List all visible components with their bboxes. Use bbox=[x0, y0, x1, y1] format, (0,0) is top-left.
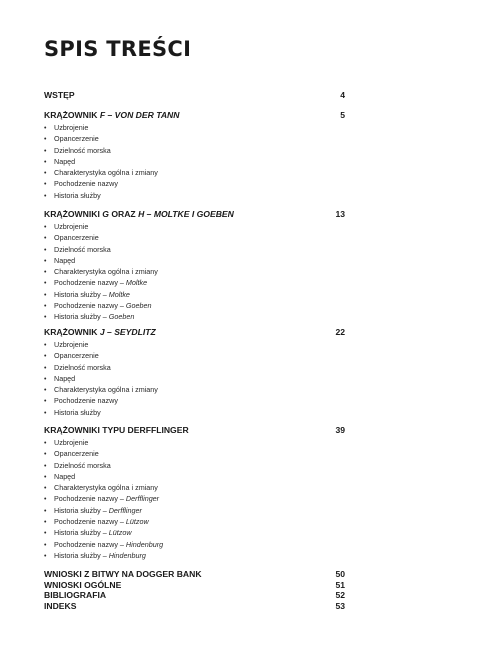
bullet-icon: • bbox=[44, 409, 47, 417]
bullet-icon: • bbox=[44, 451, 47, 459]
toc-heading-part: J – SEYDLITZ bbox=[99, 327, 156, 337]
toc-subitem-ship: Goeben bbox=[125, 301, 152, 311]
toc-subitem-ship: Goeben bbox=[108, 312, 135, 322]
toc-page-number: 39 bbox=[335, 425, 345, 435]
toc-heading-text bbox=[44, 326, 156, 338]
toc-subitem-ship: Hindenburg bbox=[108, 550, 146, 560]
toc-heading[interactable] bbox=[44, 109, 345, 121]
toc-heading[interactable] bbox=[44, 569, 345, 580]
toc-section-seydlitz bbox=[44, 326, 345, 418]
toc-subitem-text: Charakterystyka ogólna i zmiany bbox=[54, 168, 158, 178]
toc-subitem[interactable] bbox=[44, 190, 345, 201]
bullet-icon: • bbox=[44, 246, 47, 254]
bullet-icon: • bbox=[44, 485, 47, 493]
toc-subitem[interactable] bbox=[44, 122, 345, 133]
bullet-icon: • bbox=[44, 125, 47, 132]
toc-heading-part: KRĄŻOWNIK bbox=[44, 327, 100, 337]
toc-subitems bbox=[44, 339, 345, 418]
toc-subitem[interactable] bbox=[44, 407, 345, 418]
bullet-icon: • bbox=[44, 530, 47, 538]
toc-subitem-text: Uzbrojenie bbox=[54, 340, 89, 349]
toc-heading-part: F – VON DER TANN bbox=[99, 110, 180, 120]
toc-subitem[interactable] bbox=[44, 339, 345, 350]
toc-section-wstep bbox=[44, 89, 345, 101]
bullet-icon: • bbox=[44, 462, 47, 470]
bullet-icon: • bbox=[44, 519, 47, 527]
toc-subitem[interactable] bbox=[44, 266, 345, 277]
toc-subitem-text: Historia służby – bbox=[54, 289, 109, 299]
bullet-icon: • bbox=[44, 496, 47, 504]
toc-heading-text: BIBLIOGRAFIA bbox=[44, 590, 107, 600]
toc-heading-part: KRĄŻOWNIKI TYPU DERFFLINGER bbox=[44, 425, 189, 435]
toc-subitem[interactable] bbox=[44, 373, 345, 384]
toc-subitem-text: Historia służby bbox=[54, 407, 101, 417]
toc-subitem-text: Pochodzenie nazwy – bbox=[54, 539, 126, 549]
toc-heading-text: INDEKS bbox=[44, 600, 77, 611]
toc-heading-part: KRĄŻOWNIKI bbox=[44, 209, 103, 219]
toc-subitem-text: Opancerzenie bbox=[54, 351, 99, 361]
toc-heading-text bbox=[44, 424, 189, 436]
toc-subitem-text: Pochodzenie nazwy – bbox=[54, 517, 126, 527]
bullet-icon: • bbox=[44, 387, 47, 395]
toc-subitem[interactable] bbox=[44, 156, 345, 167]
toc-subitem[interactable] bbox=[44, 145, 345, 156]
bullet-icon: • bbox=[44, 269, 47, 277]
bullet-icon: • bbox=[44, 314, 47, 322]
toc-subitem-ship: Moltke bbox=[125, 278, 148, 288]
toc-heading[interactable] bbox=[44, 208, 345, 220]
toc-subitem-text: Dzielność morska bbox=[54, 145, 111, 155]
toc-heading[interactable] bbox=[44, 424, 345, 436]
toc-tail-list bbox=[44, 569, 345, 611]
toc-heading-part: KRĄŻOWNIK bbox=[44, 110, 100, 120]
bullet-icon: • bbox=[44, 257, 47, 265]
toc-subitem-text: Charakterystyka ogólna i zmiany bbox=[54, 267, 158, 277]
bullet-icon: • bbox=[44, 147, 47, 155]
bullet-icon: • bbox=[44, 552, 47, 560]
toc-subitem-text: Napęd bbox=[54, 156, 76, 166]
toc-subitem-text: Uzbrojenie bbox=[54, 123, 89, 132]
toc-subitem-text: Napęd bbox=[54, 373, 76, 383]
toc-subitem-text: Historia służby – bbox=[54, 312, 109, 322]
toc-subitem-ship: Derfflinger bbox=[125, 494, 160, 504]
toc-subitem[interactable] bbox=[44, 384, 345, 395]
toc-subitem-text: Dzielność morska bbox=[54, 244, 111, 254]
bullet-icon: • bbox=[44, 192, 47, 200]
bullet-icon: • bbox=[44, 181, 47, 189]
bullet-icon: • bbox=[44, 158, 47, 166]
toc-subitem-text: Opancerzenie bbox=[54, 233, 99, 243]
toc-subitem-text: Pochodzenie nazwy – bbox=[54, 494, 126, 504]
bullet-icon: • bbox=[44, 235, 47, 243]
toc-subitem[interactable] bbox=[44, 362, 345, 373]
toc-subitem[interactable] bbox=[44, 460, 345, 471]
bullet-icon: • bbox=[44, 136, 47, 144]
bullet-icon: • bbox=[44, 342, 47, 349]
bullet-icon: • bbox=[44, 353, 47, 361]
bullet-icon: • bbox=[44, 473, 47, 481]
toc-page-number: 22 bbox=[335, 327, 345, 337]
toc-heading-text: WNIOSKI Z BITWY NA DOGGER BANK bbox=[44, 569, 202, 579]
toc-page-number: 13 bbox=[335, 209, 345, 219]
toc-subitem-text: Historia służby bbox=[54, 190, 101, 200]
toc-subitems bbox=[44, 122, 345, 201]
toc-subitem-text: Napęd bbox=[54, 255, 76, 265]
toc-subitem[interactable] bbox=[44, 221, 345, 232]
toc-subitem[interactable] bbox=[44, 289, 345, 300]
toc-section-moltke-goeben bbox=[44, 208, 345, 323]
toc-heading-text bbox=[44, 109, 179, 121]
toc-subitems bbox=[44, 437, 345, 561]
toc-section-derfflinger bbox=[44, 424, 345, 561]
bullet-icon: • bbox=[44, 440, 47, 447]
toc-subitem-text: Pochodzenie nazwy – bbox=[54, 278, 126, 288]
bullet-icon: • bbox=[44, 303, 47, 311]
toc-subitem-text: Opancerzenie bbox=[54, 449, 99, 459]
toc-subitem[interactable] bbox=[44, 437, 345, 448]
bullet-icon: • bbox=[44, 507, 47, 515]
toc-heading[interactable] bbox=[44, 601, 345, 612]
bullet-icon: • bbox=[44, 541, 47, 549]
toc-subitem-ship: Derfflinger bbox=[108, 505, 142, 515]
toc-page-number: 51 bbox=[335, 579, 345, 590]
toc-heading-part: ORAZ bbox=[108, 209, 139, 219]
toc-heading-part: H – MOLTKE I GOEBEN bbox=[138, 209, 234, 219]
bullet-icon: • bbox=[44, 224, 47, 231]
toc-subitem[interactable] bbox=[44, 539, 345, 550]
toc-heading-text: WNIOSKI OGÓLNE bbox=[44, 579, 122, 590]
toc-subitem-text: Opancerzenie bbox=[54, 134, 99, 144]
toc-subitem[interactable] bbox=[44, 277, 345, 288]
page-title: SPIS TREŚCI bbox=[44, 37, 192, 61]
toc-heading[interactable] bbox=[44, 326, 345, 338]
toc-subitem[interactable] bbox=[44, 395, 345, 406]
toc-subitem[interactable] bbox=[44, 244, 345, 255]
toc-subitem-text: Dzielność morska bbox=[54, 362, 111, 372]
toc-subitem[interactable] bbox=[44, 527, 345, 538]
toc-heading[interactable] bbox=[44, 590, 345, 601]
toc-page-number: 5 bbox=[340, 110, 345, 120]
bullet-icon: • bbox=[44, 280, 47, 288]
toc-page-number: 52 bbox=[335, 590, 345, 600]
toc-subitem-text: Charakterystyka ogólna i zmiany bbox=[54, 385, 158, 395]
toc-subitem-text: Dzielność morska bbox=[54, 460, 111, 470]
toc-subitem[interactable] bbox=[44, 550, 345, 561]
toc-subitem-text: Pochodzenie nazwy bbox=[54, 179, 118, 189]
toc-subitem[interactable] bbox=[44, 505, 345, 516]
toc-page-number: 4 bbox=[340, 90, 345, 100]
toc-subitems bbox=[44, 221, 345, 323]
toc-subitem[interactable] bbox=[44, 167, 345, 178]
toc-subitem[interactable] bbox=[44, 471, 345, 482]
bullet-icon: • bbox=[44, 375, 47, 383]
toc-subitem[interactable] bbox=[44, 311, 345, 322]
toc-subitem-text: Historia służby – bbox=[54, 550, 109, 560]
toc-subitem-ship: Lützow bbox=[125, 517, 149, 527]
toc-subitem[interactable] bbox=[44, 493, 345, 504]
toc-subitem-text: Historia służby – bbox=[54, 505, 109, 515]
toc-subitem-text: Pochodzenie nazwy – bbox=[54, 301, 126, 311]
toc-subitem[interactable] bbox=[44, 516, 345, 527]
toc-page-number: 53 bbox=[335, 600, 345, 611]
bullet-icon: • bbox=[44, 364, 47, 372]
toc-heading-text: WSTĘP bbox=[44, 90, 75, 100]
toc-subitem[interactable] bbox=[44, 178, 345, 189]
toc-subitem[interactable] bbox=[44, 255, 345, 266]
toc-subitem[interactable] bbox=[44, 232, 345, 243]
bullet-icon: • bbox=[44, 170, 47, 178]
toc-subitem-text: Uzbrojenie bbox=[54, 438, 89, 447]
toc-subitem[interactable] bbox=[44, 133, 345, 144]
toc-heading-part: G bbox=[102, 209, 109, 219]
bullet-icon: • bbox=[44, 398, 47, 406]
toc-heading[interactable] bbox=[44, 580, 345, 591]
toc-section-von-der-tann bbox=[44, 109, 345, 201]
toc-subitem-text: Uzbrojenie bbox=[54, 222, 89, 231]
toc-subitem[interactable] bbox=[44, 350, 345, 361]
toc-subitem[interactable] bbox=[44, 482, 345, 493]
toc-subitem-text: Historia służby – bbox=[54, 528, 109, 538]
toc-heading[interactable] bbox=[44, 89, 345, 101]
toc-subitem-ship: Lützow bbox=[108, 528, 132, 538]
bullet-icon: • bbox=[44, 291, 47, 299]
toc-subitem[interactable] bbox=[44, 300, 345, 311]
toc-page-number: 50 bbox=[335, 569, 345, 579]
toc-subitem-ship: Moltke bbox=[108, 289, 130, 299]
toc-subitem-text: Napęd bbox=[54, 471, 76, 481]
toc-subitem-text: Charakterystyka ogólna i zmiany bbox=[54, 483, 158, 493]
toc-subitem-ship: Hindenburg bbox=[125, 539, 164, 549]
toc-subitem-text: Pochodzenie nazwy bbox=[54, 396, 118, 406]
toc-subitem[interactable] bbox=[44, 448, 345, 459]
toc-heading-text bbox=[44, 208, 234, 220]
